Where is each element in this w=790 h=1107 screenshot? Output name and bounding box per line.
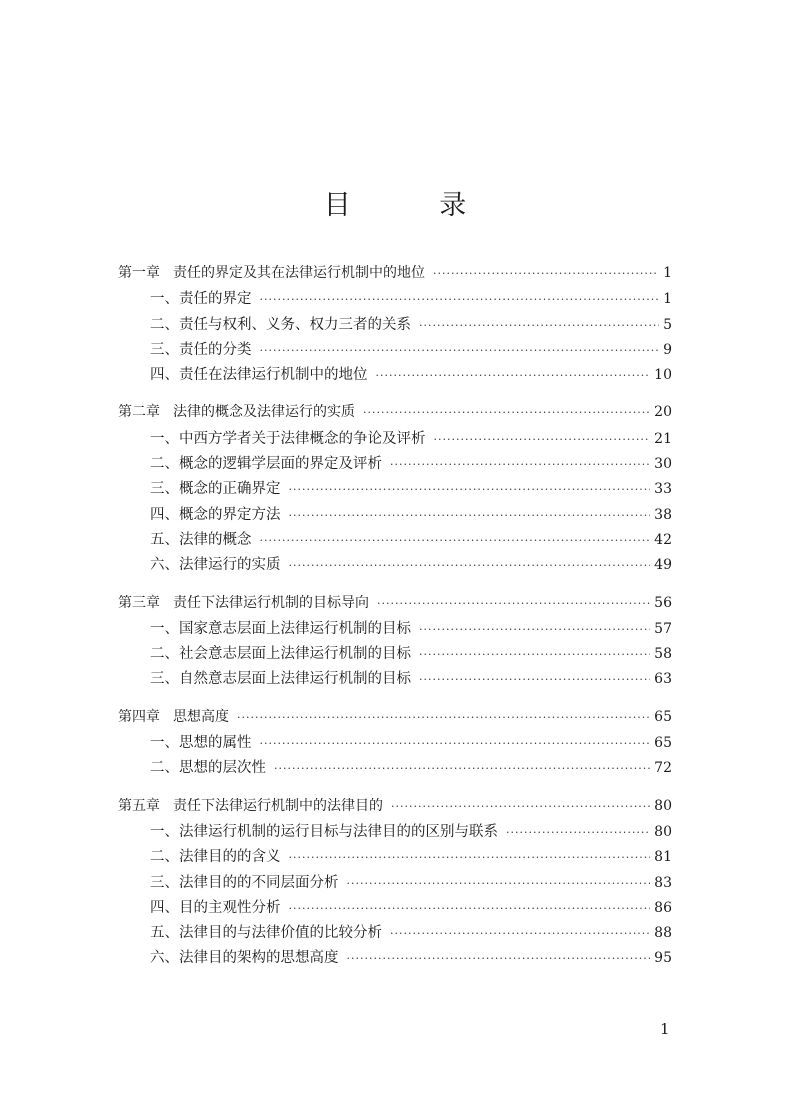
section-title: 二、概念的逻辑学层面的界定及评析 (150, 456, 382, 473)
toc-chapter (118, 401, 672, 578)
section-title: 一、国家意志层面上法律运行机制的目标 (150, 620, 411, 637)
section-title: 一、法律运行机制的运行目标与法律目的的区别与联系 (150, 823, 498, 840)
toc-chapter-entry[interactable] (118, 262, 672, 287)
leader-dots (390, 458, 650, 471)
toc-chapter-entry[interactable] (118, 706, 672, 731)
toc-section-entry[interactable] (118, 427, 672, 452)
toc-chapter (118, 592, 672, 693)
leader-dots (419, 623, 650, 636)
toc-chapter (118, 262, 672, 388)
toc-section-entry[interactable] (118, 477, 672, 502)
chapter-title: 思想高度 (173, 708, 229, 725)
chapter-title: 责任下法律运行机制的目标导向 (173, 594, 369, 611)
chapter-page: 56 (654, 594, 672, 611)
leader-dots (260, 737, 651, 750)
chapter-number: 第三章 (118, 594, 160, 611)
section-page: 86 (654, 899, 672, 916)
toc-chapter-entry[interactable] (118, 401, 672, 426)
leader-dots (289, 509, 651, 522)
section-title: 二、社会意志层面上法律运行机制的目标 (150, 646, 411, 663)
page-title: 目 录 (323, 190, 507, 221)
leader-dots (433, 267, 659, 280)
leader-dots (289, 483, 651, 496)
toc-section-entry[interactable] (118, 528, 672, 553)
toc-section-entry[interactable] (118, 845, 672, 870)
section-title: 六、法律运行的实质 (150, 557, 281, 574)
toc-section-entry[interactable] (118, 871, 672, 896)
section-page: 72 (654, 760, 672, 777)
toc-section-entry[interactable] (118, 921, 672, 946)
section-page: 21 (654, 430, 672, 447)
section-title: 一、思想的属性 (150, 735, 252, 752)
section-page: 30 (654, 456, 672, 473)
leader-dots (347, 952, 651, 965)
toc-section-entry[interactable] (118, 617, 672, 642)
toc-chapter-entry[interactable] (118, 795, 672, 820)
toc-section-entry[interactable] (118, 363, 672, 388)
toc-section-entry[interactable] (118, 946, 672, 971)
section-title: 四、概念的界定方法 (150, 506, 281, 523)
toc-section-entry[interactable] (118, 452, 672, 477)
section-title: 三、自然意志层面上法律运行机制的目标 (150, 671, 411, 688)
leader-dots (390, 927, 650, 940)
section-title: 二、责任与权利、义务、权力三者的关系 (150, 316, 411, 333)
leader-dots (419, 648, 650, 661)
table-of-contents (118, 262, 672, 985)
section-page: 1 (663, 291, 672, 308)
section-page: 83 (654, 874, 672, 891)
chapter-number: 第四章 (118, 708, 160, 725)
section-page: 5 (663, 316, 672, 333)
chapter-number: 第二章 (118, 404, 160, 421)
chapter-title: 责任的界定及其在法律运行机制中的地位 (173, 265, 425, 281)
chapter-page: 1 (663, 265, 672, 281)
chapter-page: 80 (654, 797, 672, 814)
leader-dots (377, 597, 650, 610)
toc-section-entry[interactable] (118, 503, 672, 528)
toc-section-entry[interactable] (118, 820, 672, 845)
leader-dots (289, 851, 651, 864)
leader-dots (260, 293, 660, 306)
section-title: 二、法律目的的含义 (150, 849, 281, 866)
leader-dots (289, 559, 651, 572)
leader-dots (419, 319, 659, 332)
section-title: 五、法律的概念 (150, 531, 252, 548)
leader-dots (260, 534, 651, 547)
section-title: 二、思想的层次性 (150, 760, 266, 777)
chapter-number: 第五章 (118, 797, 160, 814)
leader-dots (260, 344, 660, 357)
section-title: 一、责任的界定 (150, 291, 252, 308)
leader-dots (274, 762, 650, 775)
toc-chapter-entry[interactable] (118, 592, 672, 617)
leader-dots (419, 673, 650, 686)
leader-dots (237, 711, 650, 724)
chapter-number: 第一章 (118, 265, 160, 281)
chapter-title: 法律的概念及法律运行的实质 (173, 404, 355, 421)
section-title: 三、法律目的的不同层面分析 (150, 874, 339, 891)
section-page: 10 (654, 367, 672, 384)
section-page: 33 (654, 481, 672, 498)
section-page: 38 (654, 506, 672, 523)
section-title: 五、法律目的与法律价值的比较分析 (150, 925, 382, 942)
leader-dots (506, 826, 650, 839)
leader-dots (347, 877, 651, 890)
toc-section-entry[interactable] (118, 667, 672, 692)
chapter-title: 责任下法律运行机制中的法律目的 (173, 797, 383, 814)
section-page: 95 (654, 950, 672, 967)
toc-section-entry[interactable] (118, 287, 672, 312)
section-page: 49 (654, 557, 672, 574)
leader-dots (289, 902, 651, 915)
toc-section-entry[interactable] (118, 642, 672, 667)
section-title: 四、目的主观性分析 (150, 899, 281, 916)
toc-chapter (118, 706, 672, 782)
toc-chapter (118, 795, 672, 972)
toc-section-entry[interactable] (118, 313, 672, 338)
section-page: 63 (654, 671, 672, 688)
leader-dots (363, 406, 650, 419)
page-number: 1 (660, 1020, 670, 1038)
section-page: 57 (654, 620, 672, 637)
section-page: 80 (654, 823, 672, 840)
section-page: 81 (654, 849, 672, 866)
section-title: 一、中西方学者关于法律概念的争论及评析 (150, 430, 426, 447)
leader-dots (376, 369, 651, 382)
section-title: 四、责任在法律运行机制中的地位 (150, 367, 368, 384)
chapter-page: 65 (654, 708, 672, 725)
section-page: 88 (654, 925, 672, 942)
section-title: 三、概念的正确界定 (150, 481, 281, 498)
toc-section-entry[interactable] (118, 756, 672, 781)
toc-section-entry[interactable] (118, 896, 672, 921)
toc-section-entry[interactable] (118, 553, 672, 578)
chapter-page: 20 (654, 404, 672, 421)
leader-dots (434, 433, 651, 446)
toc-section-entry[interactable] (118, 338, 672, 363)
toc-section-entry[interactable] (118, 731, 672, 756)
section-page: 58 (654, 646, 672, 663)
section-title: 三、责任的分类 (150, 341, 252, 358)
leader-dots (391, 800, 650, 813)
section-title: 六、法律目的架构的思想高度 (150, 950, 339, 967)
section-page: 42 (654, 531, 672, 548)
section-page: 65 (654, 735, 672, 752)
section-page: 9 (663, 341, 672, 358)
